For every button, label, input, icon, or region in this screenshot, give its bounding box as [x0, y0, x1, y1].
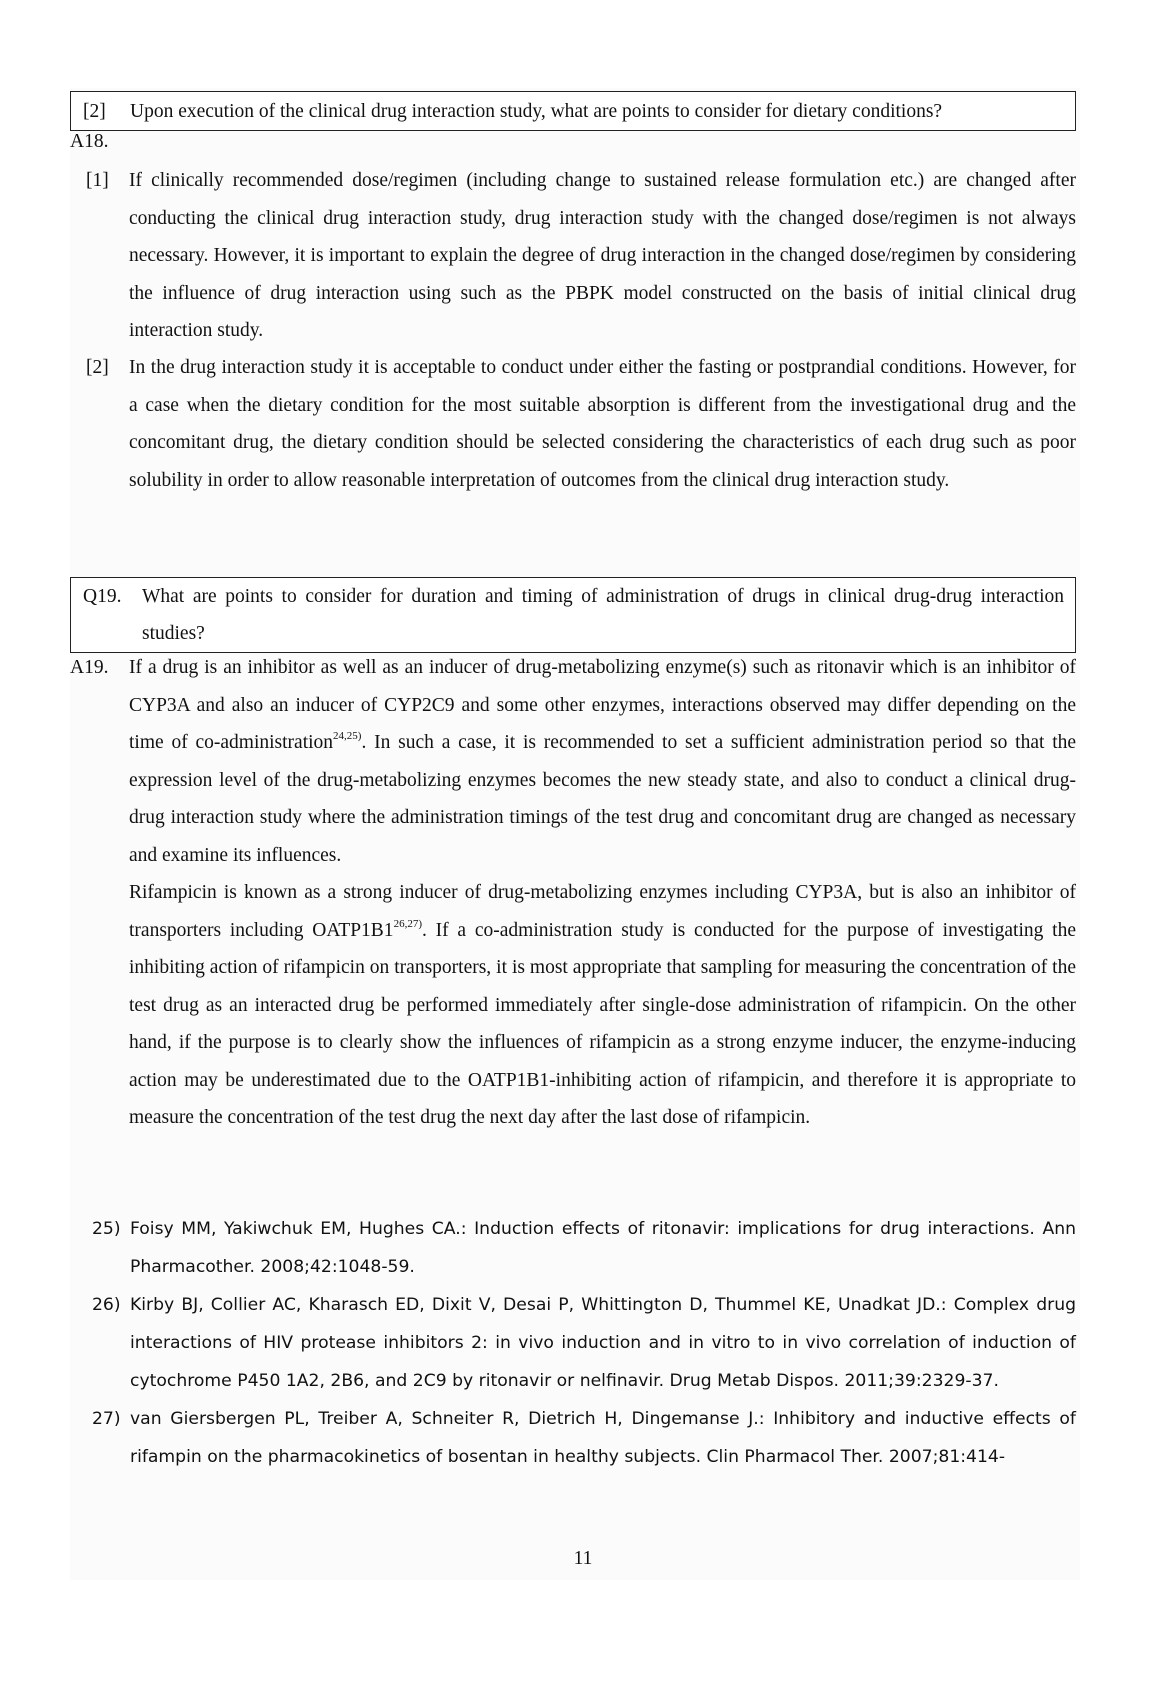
- page-number: 11: [573, 1548, 593, 1569]
- references-list: [92, 1210, 1076, 1476]
- reference-item: [92, 1210, 1076, 1286]
- reference-item: [92, 1286, 1076, 1400]
- question-text: What are points to consider for duration and timing of administration of drugs in clinical drug-drug interaction studies?: [142, 586, 1064, 644]
- reference-number: 26): [92, 1295, 121, 1315]
- item-number: [1]: [86, 170, 109, 191]
- question-number: [2]: [83, 101, 106, 122]
- question-number: Q19.: [83, 586, 122, 607]
- item-text: In the drug interaction study it is acceptable to conduct under either the fasting or postprandial conditions. However, for a case when the dietary condition for the most suitable absorption is different from the investigational drug and the concomitant drug, the dietary condition should be selected considering the characteristics of each drug such as poor solubility in order to allow reasonable interpretation of outcomes from the clinical drug interaction study.: [129, 357, 1076, 491]
- paragraph-text: Rifampicin is known as a strong inducer of drug-metabolizing enzymes including CYP3A, but is also an inhibitor of transporters including OATP1B1: [129, 882, 1076, 941]
- question-box-2: [70, 91, 1076, 131]
- citation-superscript: 26,27): [393, 917, 422, 930]
- paragraph-text: . If a co-administration study is conducted for the purpose of investigating the inhibiting action of rifampicin on transporters, it is most appropriate that sampling for measuring the concentration of the test drug as an interacted drug be performed immediately after single-dose administration of rifampicin. On the other hand, if the purpose is to clearly show the influences of rifampicin as a strong enzyme inducer, the enzyme-inducing action may be underestimated due to the OATP1B1-inhibiting action of rifampicin, and therefore it is appropriate to measure the concentration of the test drug the next day after the last dose of rifampicin.: [129, 919, 1077, 1128]
- answer-label-a19: A19.: [70, 657, 109, 678]
- item-number: [2]: [86, 357, 109, 378]
- answer-label-a18: A18.: [70, 131, 109, 152]
- item-text: If clinically recommended dose/regimen (including change to sustained release formulation etc.) are changed after conducting the clinical drug interaction study, drug interaction study with the changed dose/regimen is not always necessary. However, it is important to explain the degree of drug interaction in the changed dose/regimen by considering the influence of drug interaction using such as the PBPK model constructed on the basis of initial clinical drug interaction study.: [129, 170, 1076, 341]
- question-text: Upon execution of the clinical drug interaction study, what are points to consider for dietary conditions?: [130, 101, 943, 122]
- reference-item: [92, 1400, 1076, 1476]
- reference-text: van Giersbergen PL, Treiber A, Schneiter R, Dietrich H, Dingemanse J.: Inhibitory and inductive effects of rifampin on the pharmacokinetics of bosentan in healthy subjects. Clin Pharmacol Ther. 2007;81:414-: [130, 1409, 1076, 1467]
- answer-paragraph-2: [129, 874, 1076, 1137]
- reference-text: Foisy MM, Yakiwchuk EM, Hughes CA.: Induction effects of ritonavir: implications for drug interactions. Ann Pharmacother. 2008;42:1048-59.: [130, 1219, 1076, 1277]
- answer-a19: [70, 649, 1076, 1137]
- reference-number: 27): [92, 1409, 121, 1429]
- answer-paragraph-1: [129, 649, 1076, 874]
- citation-superscript: 24,25): [333, 730, 362, 742]
- paragraph-text: . In such a case, it is recommended to set a sufficient administration period so that the expression level of the drug-metabolizing enzymes becomes the new steady state, and also to conduct a clinical drug-drug interaction study where the administration timings of the test drug and concomitant drug are changed as necessary and examine its influences.: [129, 732, 1077, 866]
- reference-text: Kirby BJ, Collier AC, Kharasch ED, Dixit V, Desai P, Whittington D, Thummel KE, Unadkat JD.: Complex drug interactions of HIV protease inhibitors 2: in vivo induction and in vitro to in vivo correlation of induction of cytochrome P450 1A2, 2B6, and 2C9 by ritonavir or nelfinavir. Drug Metab Dispos. 2011;39:2329-37.: [130, 1295, 1076, 1391]
- answer-item-2: [86, 349, 1076, 499]
- paragraph-text: If a drug is an inhibitor as well as an inducer of drug-metabolizing enzyme(s) such as ritonavir which is an inhibitor of CYP3A and also an inducer of CYP2C9 and some other enzymes, interactions observed may differ depending on the time of co-administration: [129, 657, 1076, 753]
- answer-item-1: [86, 162, 1076, 350]
- question-box-q19: [70, 577, 1076, 653]
- reference-number: 25): [92, 1219, 121, 1239]
